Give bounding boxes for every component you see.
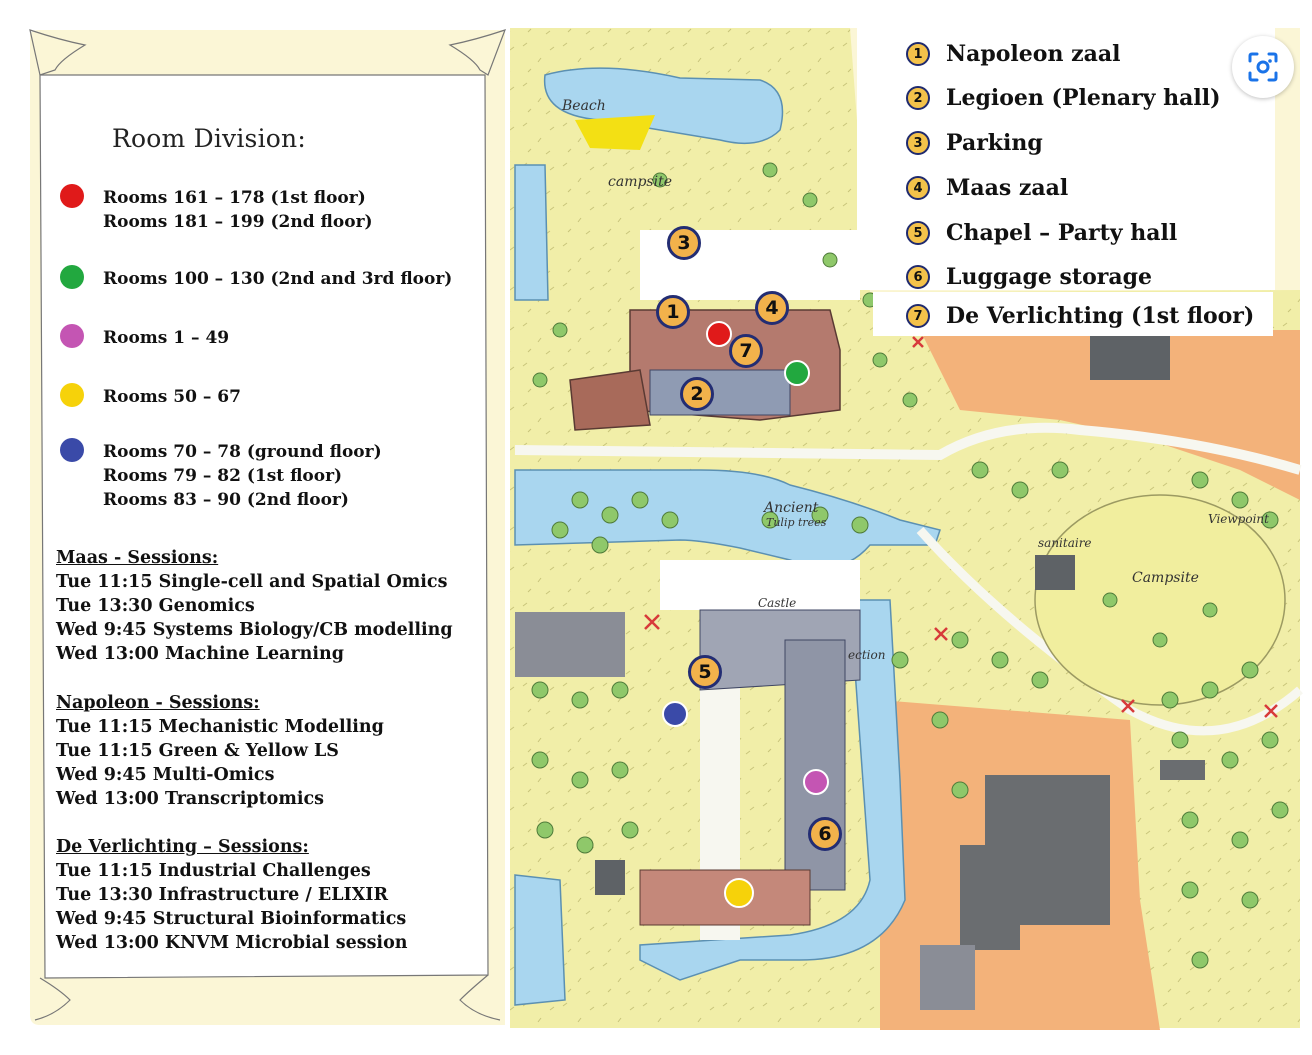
napoleon-session-3: Wed 9:45 Multi-Omics <box>56 765 275 785</box>
key-item-3 <box>906 130 1043 156</box>
map-dot-blue[interactable] <box>662 701 688 727</box>
marker-3-icon: 3 <box>906 131 930 155</box>
key-label-4: Maas zaal <box>946 175 1069 201</box>
marker-1-icon: 1 <box>906 42 930 66</box>
legend-red-line-2: Rooms 181 – 199 (2nd floor) <box>103 212 373 232</box>
map-label-sanitaire: sanitaire <box>1038 536 1092 550</box>
maas-sessions <box>56 546 453 666</box>
key-label-5: Chapel – Party hall <box>946 220 1178 246</box>
key-label-1: Napoleon zaal <box>946 41 1121 67</box>
map-marker-2[interactable]: 2 <box>680 377 714 411</box>
key-item-7 <box>906 303 1254 329</box>
map-label-tulip-trees: Tulip trees <box>766 516 827 529</box>
room-division-title: Room Division: <box>112 124 306 153</box>
map-dot-red[interactable] <box>706 321 732 347</box>
legend-blue-line-1: Rooms 70 – 78 (ground floor) <box>103 442 382 462</box>
map-label-castle: Castle <box>758 596 797 610</box>
key-label-3: Parking <box>946 130 1043 156</box>
legend-item-red <box>60 186 373 232</box>
lens-search-icon[interactable] <box>1232 36 1294 98</box>
legend-red-line-1: Rooms 161 – 178 (1st floor) <box>103 188 366 208</box>
key-item-5 <box>906 220 1177 246</box>
legend-item-yellow <box>60 385 241 407</box>
red-dot-icon <box>60 184 84 208</box>
verlichting-session-1: Tue 11:15 Industrial Challenges <box>56 861 371 881</box>
verlichting-sessions <box>56 835 407 955</box>
map-label-viewpoint: Viewpoint <box>1208 512 1269 526</box>
napoleon-sessions-heading: Napoleon - Sessions: <box>56 693 260 713</box>
legend-item-green <box>60 267 453 289</box>
verlichting-session-3: Wed 9:45 Structural Bioinformatics <box>56 909 407 929</box>
legend-blue-line-3: Rooms 83 – 90 (2nd floor) <box>103 490 349 510</box>
map-marker-3[interactable]: 3 <box>667 226 701 260</box>
map-dot-yellow[interactable] <box>724 878 754 908</box>
verlichting-sessions-heading: De Verlichting – Sessions: <box>56 837 309 857</box>
marker-7-icon: 7 <box>906 304 930 328</box>
napoleon-sessions <box>56 691 384 811</box>
key-item-6 <box>906 264 1152 290</box>
legend-yellow-line-1: Rooms 50 – 67 <box>103 387 241 407</box>
map-marker-7[interactable]: 7 <box>729 334 763 368</box>
map-label-ancient: Ancient <box>764 500 819 516</box>
key-item-4 <box>906 175 1068 201</box>
key-item-2 <box>906 85 1221 111</box>
legend-green-line-1: Rooms 100 – 130 (2nd and 3rd floor) <box>103 269 453 289</box>
napoleon-session-1: Tue 11:15 Mechanistic Modelling <box>56 717 384 737</box>
map-marker-4[interactable]: 4 <box>755 291 789 325</box>
key-label-6: Luggage storage <box>946 264 1152 290</box>
map-label-reception: ection <box>848 648 886 662</box>
key-label-7: De Verlichting (1st floor) <box>946 303 1255 329</box>
map-label-campsite-right: Campsite <box>1132 570 1199 586</box>
map-label-beach: Beach <box>562 98 606 114</box>
map-marker-1[interactable]: 1 <box>656 295 690 329</box>
location-key-panel <box>857 28 1275 290</box>
key-label-2: Legioen (Plenary hall) <box>946 85 1221 111</box>
napoleon-session-2: Tue 11:15 Green & Yellow LS <box>56 741 339 761</box>
marker-6-icon: 6 <box>906 265 930 289</box>
napoleon-session-4: Wed 13:00 Transcriptomics <box>56 789 325 809</box>
key-item-1 <box>906 41 1120 67</box>
maas-session-3: Wed 9:45 Systems Biology/CB modelling <box>56 620 453 640</box>
legend-item-purple <box>60 326 230 348</box>
lens-glyph-icon <box>1246 50 1280 84</box>
marker-2-icon: 2 <box>906 86 930 110</box>
verlichting-session-2: Tue 13:30 Infrastructure / ELIXIR <box>56 885 389 905</box>
legend-item-blue <box>60 440 382 510</box>
verlichting-session-4: Wed 13:00 KNVM Microbial session <box>56 933 408 953</box>
yellow-dot-icon <box>60 383 84 407</box>
maas-session-2: Tue 13:30 Genomics <box>56 596 255 616</box>
legend-purple-line-1: Rooms 1 – 49 <box>103 328 230 348</box>
marker-4-icon: 4 <box>906 176 930 200</box>
green-dot-icon <box>60 265 84 289</box>
blue-dot-icon <box>60 438 84 462</box>
maas-session-1: Tue 11:15 Single-cell and Spatial Omics <box>56 572 448 592</box>
map-dot-green[interactable] <box>784 360 810 386</box>
maas-sessions-heading: Maas - Sessions: <box>56 548 219 568</box>
map-marker-5[interactable]: 5 <box>688 655 722 689</box>
marker-5-icon: 5 <box>906 221 930 245</box>
map-label-campsite-top: campsite <box>608 174 672 190</box>
maas-session-4: Wed 13:00 Machine Learning <box>56 644 344 664</box>
purple-dot-icon <box>60 324 84 348</box>
legend-blue-line-2: Rooms 79 – 82 (1st floor) <box>103 466 343 486</box>
map-marker-6[interactable]: 6 <box>808 817 842 851</box>
map-dot-purple[interactable] <box>803 769 829 795</box>
